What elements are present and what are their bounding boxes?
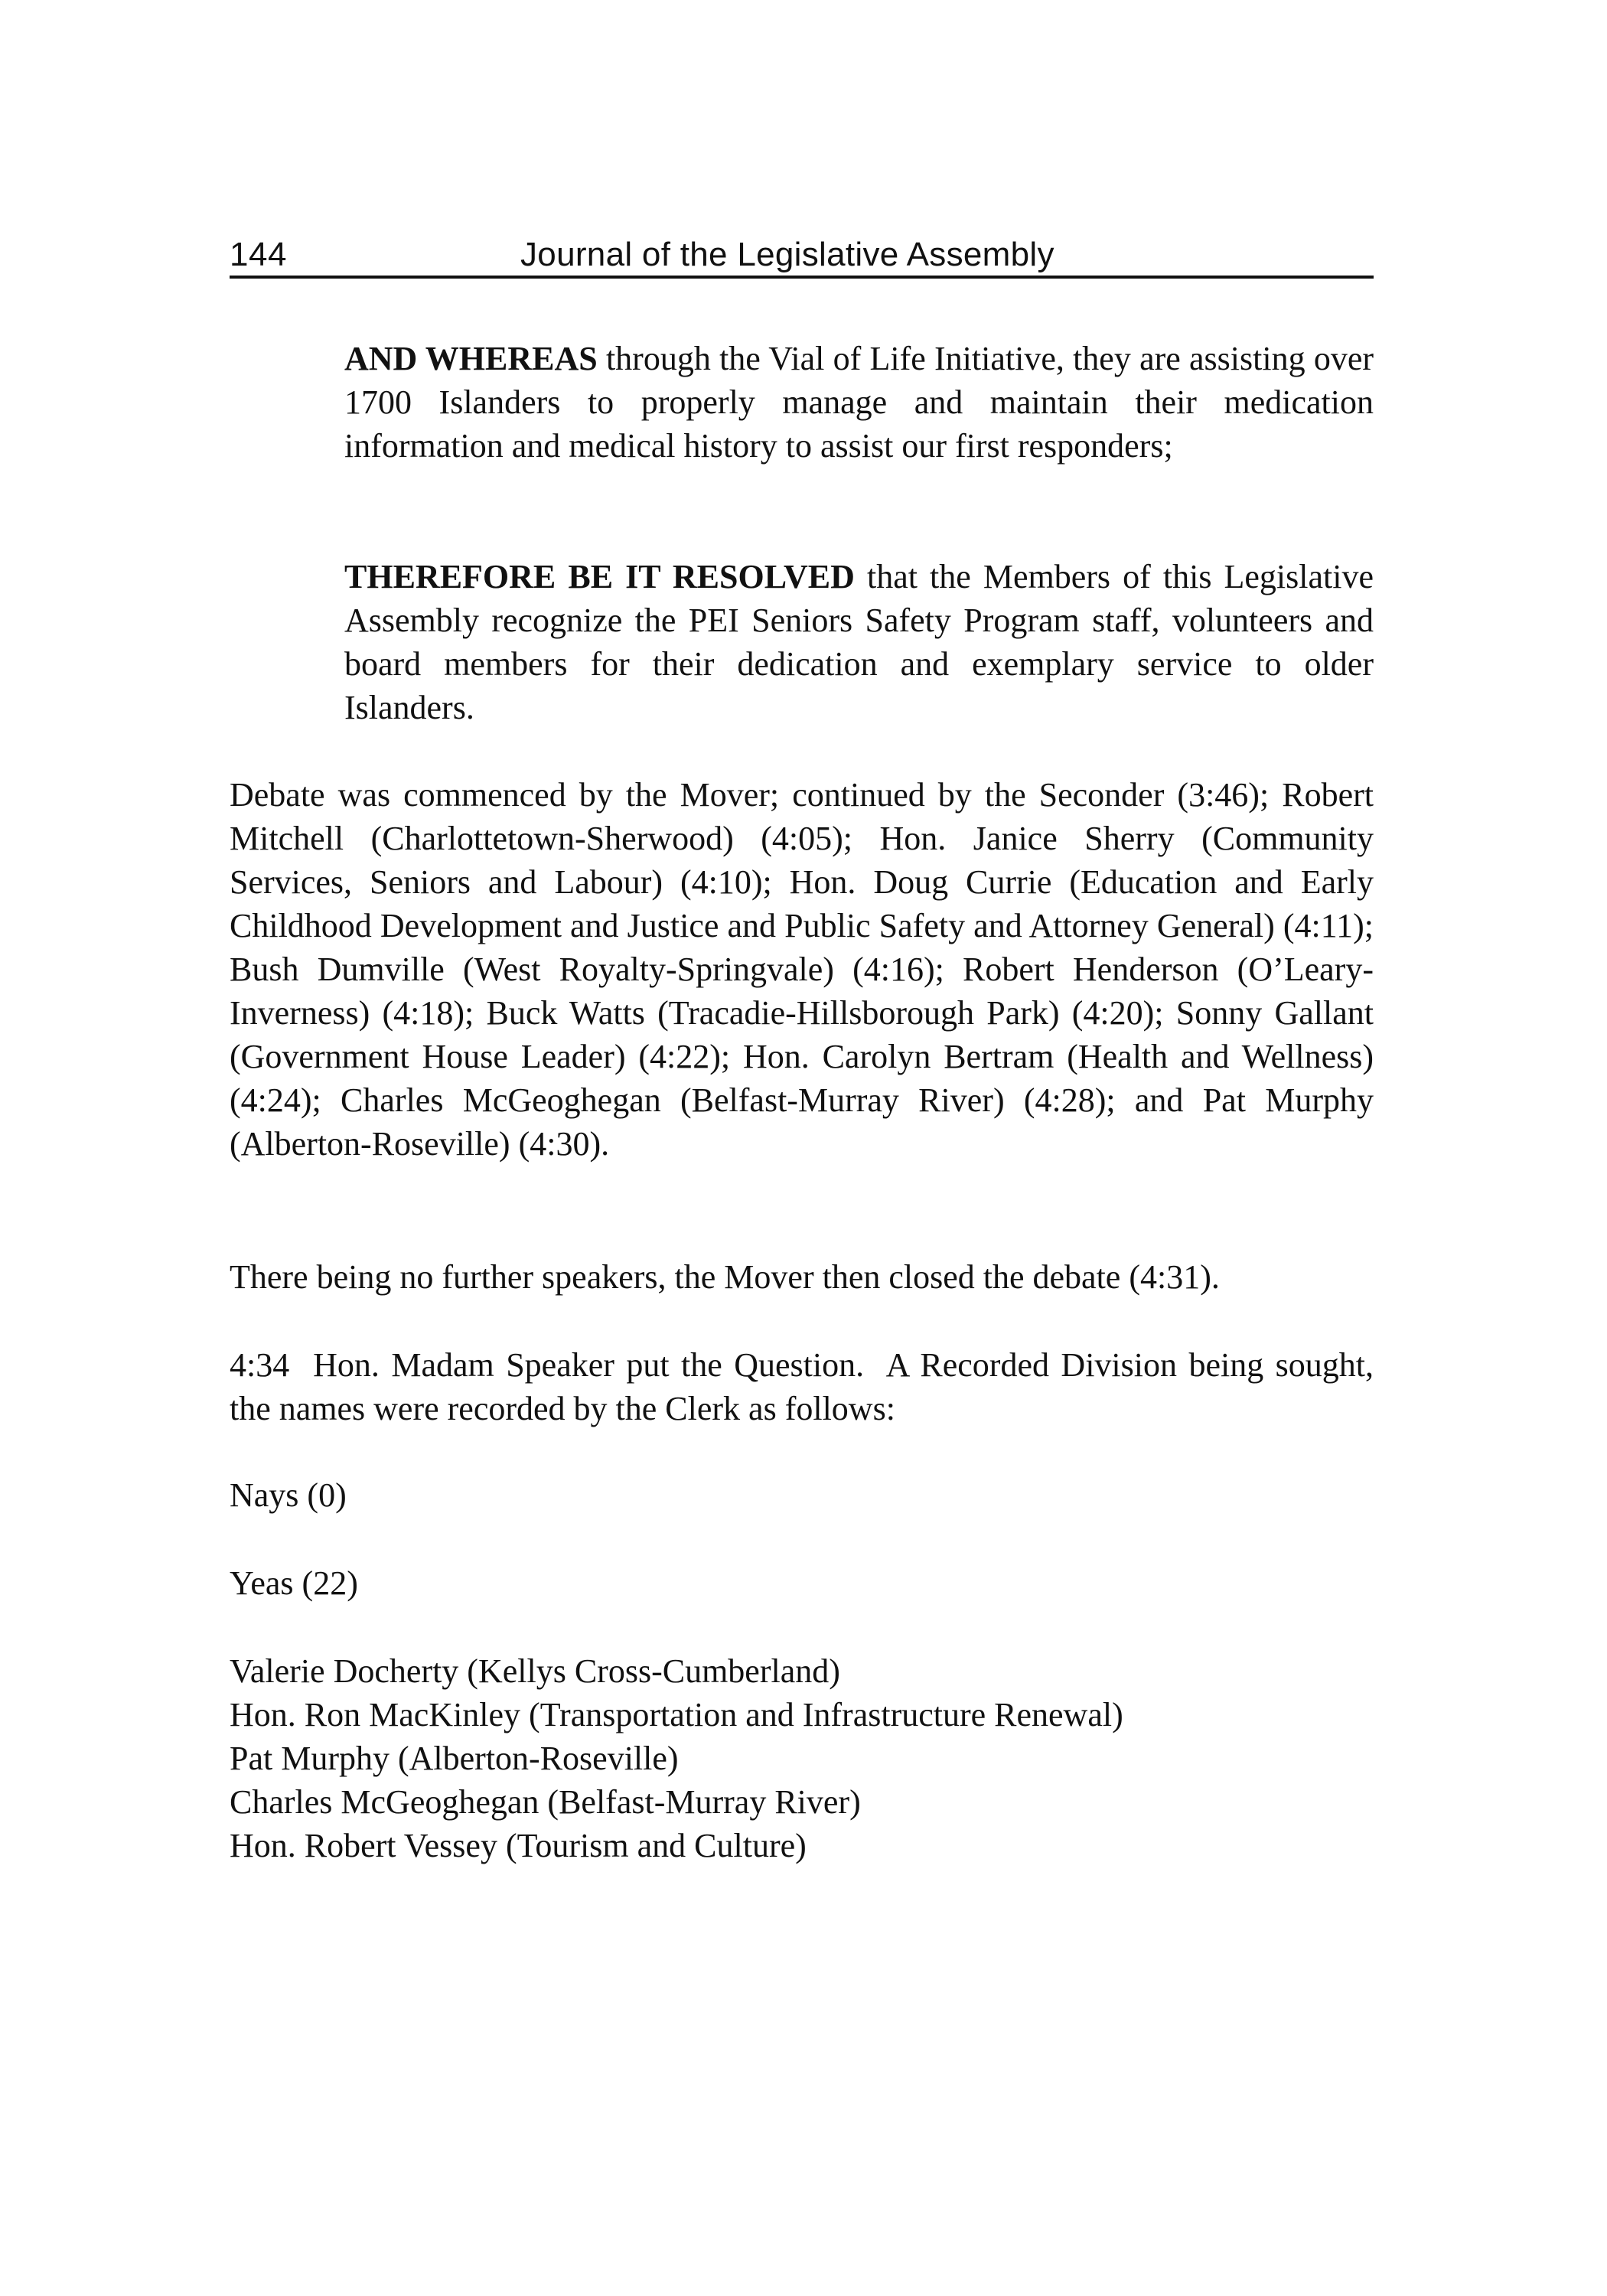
list-item: Charles McGeoghegan (Belfast-Murray River) bbox=[230, 1783, 861, 1821]
list-item: Hon. Ron MacKinley (Transportation and Infrastructure Renewal) bbox=[230, 1696, 1123, 1733]
page-number: 144 bbox=[230, 236, 287, 273]
yeas-label: Yeas (22) bbox=[230, 1564, 358, 1602]
closing-paragraph: There being no further speakers, the Mover then closed the debate (4:31). bbox=[230, 1258, 1220, 1296]
yeas-names-list bbox=[230, 1649, 1374, 1867]
list-item: Pat Murphy (Alberton-Roseville) bbox=[230, 1740, 679, 1777]
debate-paragraph: Debate was commenced by the Mover; continued by the Seconder (3:46); Robert Mitchell (Charlottetown-Sherwood) (4:05); Hon. Janice Sherry (Community Services, Seniors and Labour) (4:10); Hon. Doug Currie (Education and Early Childhood Development and Justice and Public Safety and Attorney General) (4:11); Bush Dumville (West Royalty-Springvale) (4:16); Robert Henderson (O’Leary-Inverness) (4:18); Buck Watts (Tracadie-Hillsborough Park) (4:20); Sonny Gallant (Government House Leader) (4:22); Hon. Carolyn Bertram (Health and Wellness) (4:24); Charles McGeoghegan (Belfast-Murray River) (4:28); and Pat Murphy (Alberton-Roseville) (4:30). bbox=[230, 776, 1374, 1163]
whereas-text: through the Vial of Life Initiative, they are assisting over 1700 Islanders to properly manage and maintain their medication information and medical history to assist our first responders; bbox=[344, 340, 1374, 465]
resolved-text: that the Members of this Legislative Assembly recognize the PEI Seniors Safety Program staff, volunteers and board members for their dedication and exemplary service to older Islanders. bbox=[344, 558, 1374, 726]
list-item: Hon. Robert Vessey (Tourism and Culture) bbox=[230, 1827, 807, 1864]
whereas-keyword: AND WHEREAS bbox=[344, 340, 598, 377]
journal-page bbox=[230, 0, 1382, 2296]
list-item: Valerie Docherty (Kellys Cross-Cumberland) bbox=[230, 1652, 840, 1690]
running-header bbox=[230, 230, 1374, 279]
resolved-keyword: THEREFORE BE IT RESOLVED bbox=[344, 558, 855, 595]
journal-title: Journal of the Legislative Assembly bbox=[520, 236, 1054, 273]
question-paragraph: 4:34 Hon. Madam Speaker put the Question. A Recorded Division being sought, the names were recorded by the Clerk as follows: bbox=[230, 1346, 1382, 1427]
resolved-clause bbox=[344, 555, 1374, 729]
whereas-clause bbox=[344, 337, 1374, 468]
nays-label: Nays (0) bbox=[230, 1476, 347, 1514]
